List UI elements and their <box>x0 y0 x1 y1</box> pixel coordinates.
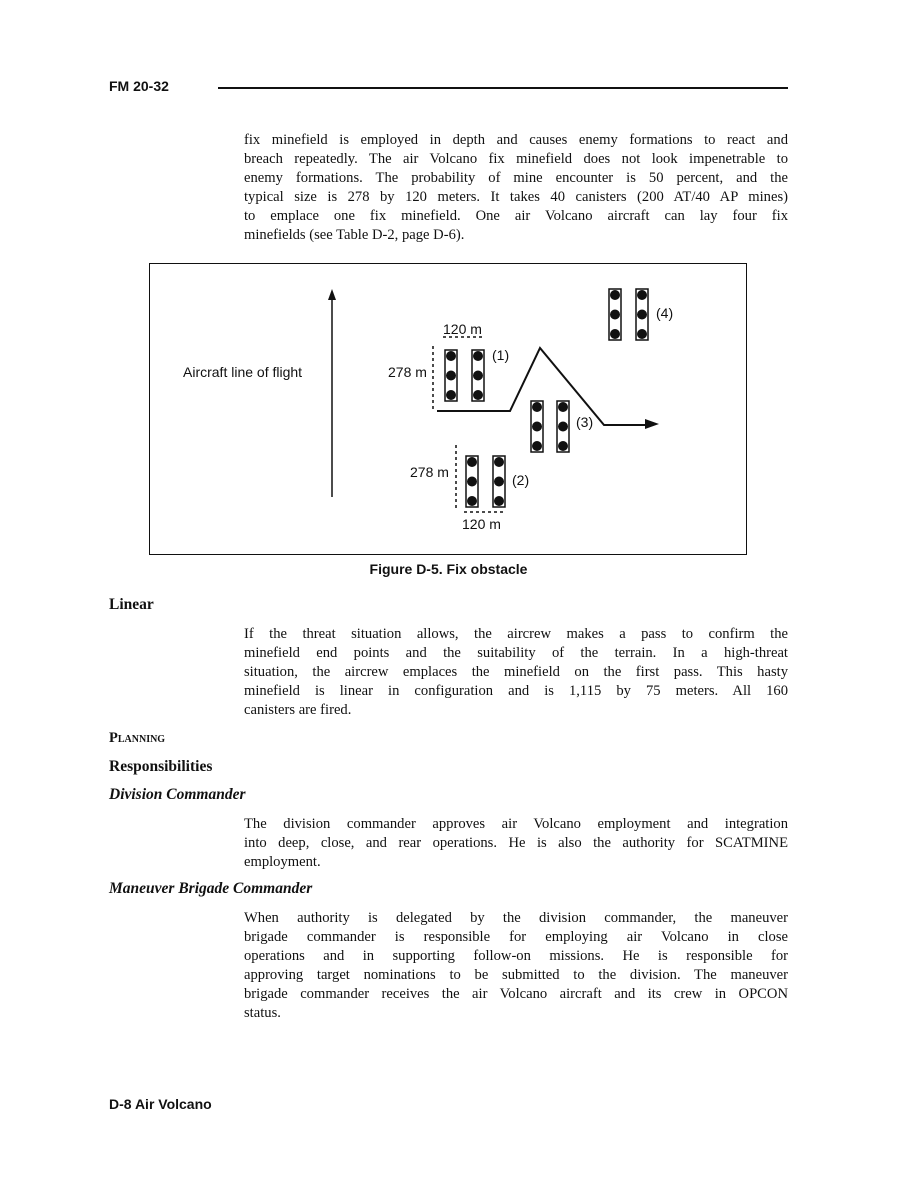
text-line: canisters are fired. <box>244 702 352 718</box>
text-line: into deep, close, and rear operations. He is also the authority for SCATMINE <box>244 835 788 851</box>
heading-brigade-commander: Maneuver Brigade Commander <box>109 880 313 897</box>
minefield-label: (2) <box>512 472 530 488</box>
flight-label: Aircraft line of flight <box>183 364 303 380</box>
minefield-label: (1) <box>492 347 510 363</box>
text-line: employment. <box>244 854 321 870</box>
text-line: operations and in supporting follow-on missions. He is responsible for <box>244 948 788 964</box>
section-title: Air Volcano <box>134 1096 212 1112</box>
paragraph-brigade-commander <box>244 909 788 1023</box>
minefield-label: (4) <box>656 305 674 321</box>
arrowhead-icon <box>328 289 336 300</box>
text-line: When authority is delegated by the division commander, the maneuver <box>244 910 788 926</box>
text-line: enemy formations. The probability of mine encounter is 50 percent, and the <box>244 170 788 186</box>
text-line: situation, the aircrew emplaces the minefield on the first pass. This hasty <box>244 664 788 680</box>
text-line: fix minefield is employed in depth and causes enemy formations to react and <box>244 132 788 148</box>
text-line: minefields (see Table D-2, page D-6). <box>244 227 465 243</box>
text-line: status. <box>244 1005 281 1021</box>
figure-caption: Figure D-5. Fix obstacle <box>369 561 528 577</box>
flight-path-arrowhead-icon <box>645 419 659 429</box>
minefield-4 <box>609 289 648 340</box>
length-label: 278 m <box>388 364 427 380</box>
paragraph-division-commander <box>244 815 788 872</box>
text-line: approving target nominations to be submitted to the division. The maneuver <box>244 967 788 983</box>
minefield-2 <box>466 456 505 507</box>
text-line: breach repeatedly. The air Volcano fix minefield does not look impenetrable to <box>244 151 788 167</box>
text-line: minefield end points and the suitability of the terrain. In a high-threat <box>244 645 788 661</box>
width-label: 120 m <box>443 321 482 337</box>
paragraph-linear <box>244 625 788 720</box>
minefield-1 <box>445 350 484 401</box>
heading-responsibilities: Responsibilities <box>109 758 213 775</box>
heading-planning: Planning <box>109 730 166 746</box>
heading-division-commander: Division Commander <box>109 786 246 803</box>
page-footer <box>109 1096 212 1112</box>
text-line: to emplace one fix minefield. One air Volcano aircraft can lay four fix <box>244 208 788 224</box>
text-line: brigade commander is responsible for employing air Volcano in close <box>244 929 788 945</box>
length-label: 278 m <box>410 464 449 480</box>
width-label: 120 m <box>462 516 501 532</box>
text-line: minefield is linear in configuration and is 1,115 by 75 meters. All 160 <box>244 683 788 699</box>
text-line: brigade commander receives the air Volcano aircraft and its crew in OPCON <box>244 986 788 1002</box>
text-line: The division commander approves air Volcano employment and integration <box>244 816 788 832</box>
text-line: If the threat situation allows, the aircrew makes a pass to confirm the <box>244 626 788 642</box>
running-header: FM 20-32 <box>109 78 169 94</box>
minefield-3 <box>531 401 569 452</box>
page-number: D-8 <box>109 1096 132 1112</box>
minefield-label: (3) <box>576 414 594 430</box>
text-line: typical size is 278 by 120 meters. It takes 40 canisters (200 AT/40 AP mines) <box>244 189 788 205</box>
heading-linear: Linear <box>109 596 154 613</box>
